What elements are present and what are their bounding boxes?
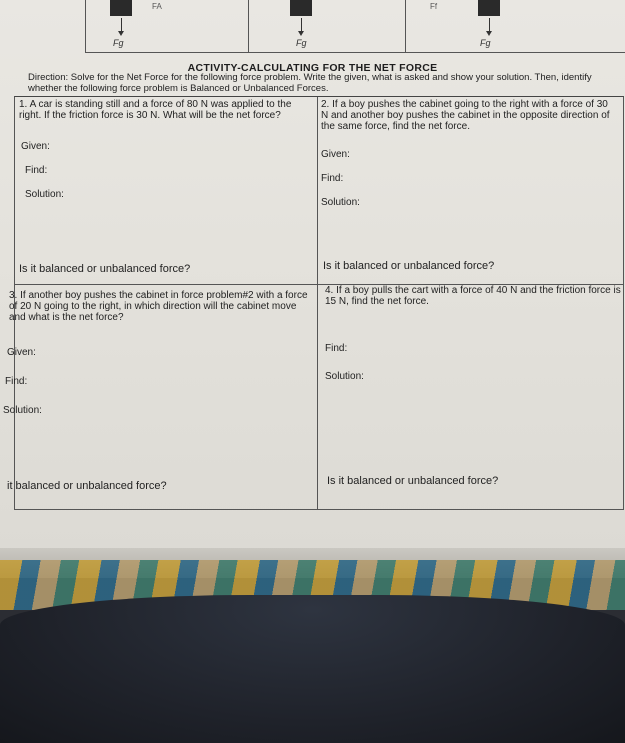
problem-2-find: Find: (321, 173, 344, 184)
problem-2-question: 2. If a boy pushes the cabinet going to the right with a force of 30 N and another boy pushes the cabinet in the opposite direction of the same force, find the net force. (321, 99, 610, 132)
table-divider-vertical (317, 97, 318, 509)
problem-4-question: 4. If a boy pulls the cart with a force of 40 N and the friction force is 15 N, find the net force. (325, 285, 621, 307)
problem-4-solution: Solution: (325, 371, 364, 382)
dark-fabric-foreground (0, 595, 625, 743)
diagram-divider (248, 0, 249, 52)
problem-3-given: Given: (7, 347, 36, 358)
problem-1-solution: Solution: (25, 189, 64, 200)
problem-1-find: Find: (25, 165, 48, 176)
problem-2-balanced-question: Is it balanced or unbalanced force? (323, 260, 495, 272)
gravity-label: Fg (480, 38, 491, 48)
problem-3-solution: Solution: (3, 405, 42, 416)
diagram-baseline (85, 52, 625, 53)
problem-3-balanced-question: it balanced or unbalanced force? (7, 480, 167, 492)
gravity-label: Fg (296, 38, 307, 48)
worksheet-direction: Direction: Solve for the Net Force for the following force problem. Write the given, what is asked and show your solution. Then, identify whether the following force problem is Balanced or Unbalanced Forces. (28, 72, 592, 94)
box-object (110, 0, 132, 16)
problem-3-find: Find: (5, 376, 28, 387)
applied-force-label: FA (152, 2, 162, 11)
problem-2-given: Given: (321, 149, 350, 160)
diagram-divider (405, 0, 406, 52)
friction-force-label: Ff (430, 2, 438, 11)
problem-2-solution: Solution: (321, 197, 360, 208)
arrow-down-icon (301, 18, 302, 32)
problem-1-balanced-question: Is it balanced or unbalanced force? (19, 263, 191, 275)
diagram-divider (85, 0, 86, 52)
problem-table (3, 96, 624, 510)
force-diagram-strip (0, 0, 625, 55)
gravity-label: Fg (113, 38, 124, 48)
box-object (478, 0, 500, 16)
worksheet-title: ACTIVITY-CALCULATING FOR THE NET FORCE (187, 62, 438, 74)
problem-4-find: Find: (325, 343, 348, 354)
problem-1-question: 1. A car is standing still and a force of 80 N was applied to the right. If the friction force is 30 N. What will be the net force? (19, 99, 292, 121)
box-object (290, 0, 312, 16)
arrow-down-icon (489, 18, 490, 32)
problem-1-given: Given: (21, 141, 50, 152)
problem-3-question: 3. If another boy pushes the cabinet in force problem#2 with a force of 20 N going to the right, in which direction will the cabinet move and what is the net force? (9, 290, 308, 323)
arrow-down-icon (121, 18, 122, 32)
problem-4-balanced-question: Is it balanced or unbalanced force? (327, 475, 499, 487)
